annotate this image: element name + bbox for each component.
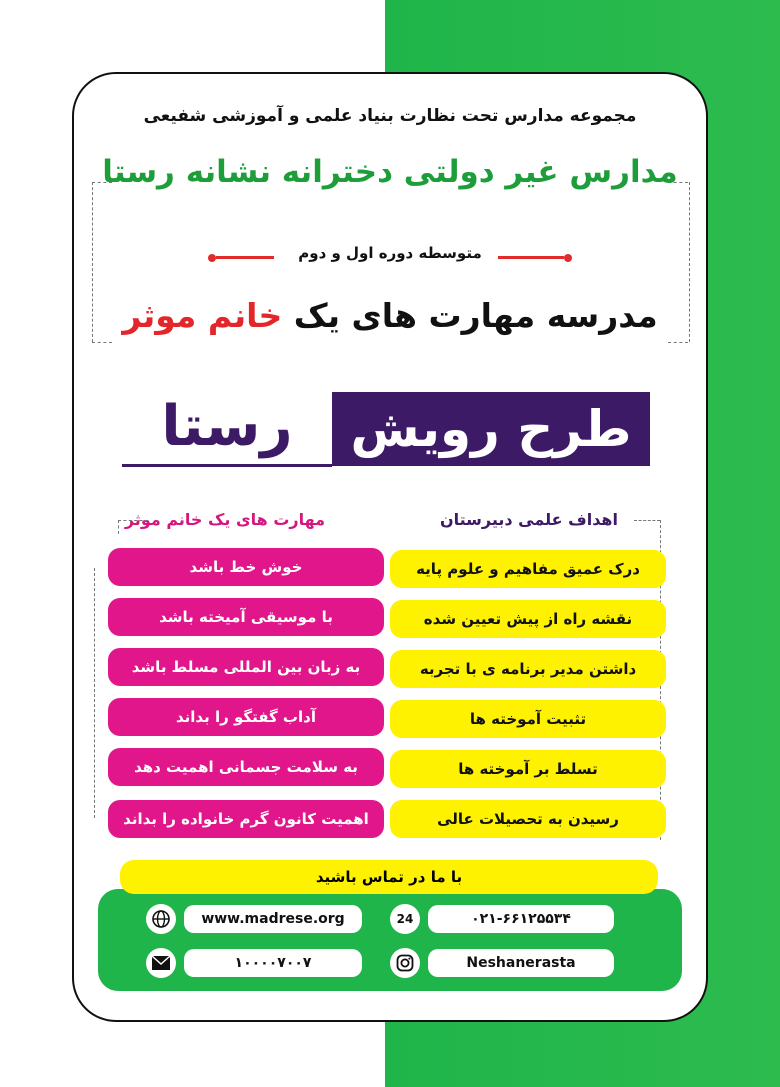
mail-icon xyxy=(146,948,176,978)
goals-bracket xyxy=(634,520,660,521)
globe-icon xyxy=(146,904,176,934)
goals-heading: اهداف علمی دبیرستان xyxy=(439,510,619,529)
red-line-right xyxy=(498,256,564,259)
level-label: متوسطه دوره اول و دوم xyxy=(298,244,482,262)
logo-part1: طرح رویش xyxy=(332,392,650,466)
frame-tick xyxy=(668,342,688,343)
phone-number[interactable]: ۰۲۱-۶۶۱۲۵۵۳۴ xyxy=(428,905,614,933)
instagram-icon xyxy=(390,948,420,978)
school-title: مدارس غیر دولتی دخترانه نشانه رستا xyxy=(102,154,678,190)
goal-item: نقشه راه از پیش تعیین شده xyxy=(390,600,666,638)
slogan-main: مدرسه مهارت های یک xyxy=(293,296,658,335)
slogan-highlight: خانم موثر xyxy=(122,296,283,335)
instagram-handle[interactable]: Neshanerasta xyxy=(428,949,614,977)
skill-item: به زبان بین المللی مسلط باشد xyxy=(108,648,384,686)
goal-item: تثبیت آموخته ها xyxy=(390,700,666,738)
skill-item: آداب گفتگو را بداند xyxy=(108,698,384,736)
logo-part2: رستا xyxy=(122,390,332,467)
contact-title: با ما در تماس باشید xyxy=(120,860,658,894)
poster-card xyxy=(72,72,708,1022)
goal-item: درک عمیق مفاهیم و علوم پایه xyxy=(390,550,666,588)
sms-number[interactable]: ۱۰۰۰۰۷۰۰۷ xyxy=(184,949,362,977)
organization-line: مجموعه مدارس تحت نظارت بنیاد علمی و آموزشی شفیعی xyxy=(143,106,637,126)
red-dot-right xyxy=(564,254,572,262)
skill-item: به سلامت جسمانی اهمیت دهد xyxy=(108,748,384,786)
skills-bracket xyxy=(118,520,119,534)
goal-item: رسیدن به تحصیلات عالی xyxy=(390,800,666,838)
skills-heading: مهارت های یک خانم موثر xyxy=(124,510,326,529)
website-link[interactable]: www.madrese.org xyxy=(184,905,362,933)
skill-item: خوش خط باشد xyxy=(108,548,384,586)
skills-side-bracket xyxy=(94,568,95,818)
skill-item: اهمیت کانون گرم خانواده را بداند xyxy=(108,800,384,838)
slogan xyxy=(74,296,706,335)
frame-tick xyxy=(92,342,112,343)
skills-bracket xyxy=(118,520,148,521)
skill-item: با موسیقی آمیخته باشد xyxy=(108,598,384,636)
goal-item: تسلط بر آموخته ها xyxy=(390,750,666,788)
goal-item: داشتن مدیر برنامه ی با تجربه xyxy=(390,650,666,688)
24h-phone-icon: 24 xyxy=(390,904,420,934)
